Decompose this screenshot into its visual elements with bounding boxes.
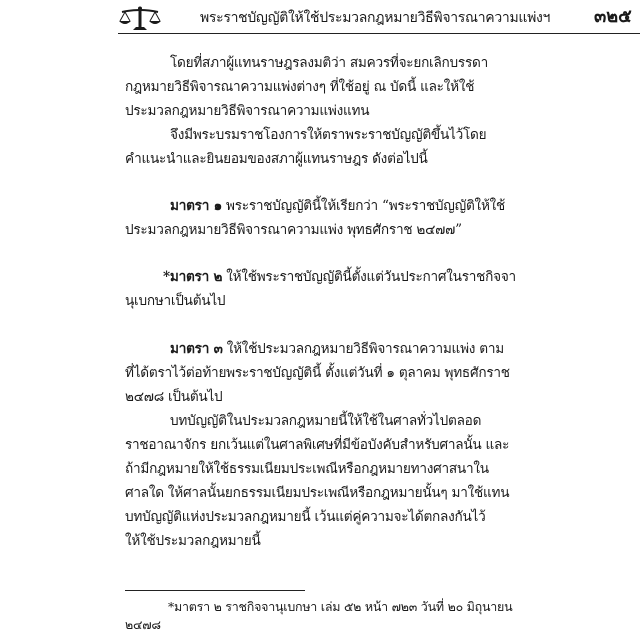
section-3-line: ๒๔๗๘ เป็นต้นไป [125,389,223,405]
header-divider [118,33,640,34]
section-1-text: พระราชบัญญัตินี้ให้เรียกว่า “พระราชบัญญัติให้ใช้ [221,198,506,214]
footnote-line: *มาตรา ๒ ราชกิจจานุเบกษา เล่ม ๕๒ หน้า ๗๒๓ วันที่ ๒๐ มิถุนายน [168,599,513,614]
page-header [118,6,640,32]
paragraph-line: ถ้ามีกฎหมายให้ใช้ธรรมเนียมประเพณีหรือกฎหมายทางศาสนาใน [125,461,489,477]
paragraph-line: ประมวลกฎหมายวิธีพิจารณาความแพ่งแทน [125,103,370,119]
section-3-label: มาตรา ๓ [170,341,223,357]
page-number: ๓๒๕ [594,6,632,27]
footnote-divider [125,590,305,591]
scales-of-justice-icon [118,6,162,32]
paragraph-line: ศาลใด ให้ศาลนั้นยกธรรมเนียมประเพณีหรือกฎหมายนั้นๆ มาใช้แทน [125,485,510,501]
running-header-title: พระราชบัญญัติให้ใช้ประมวลกฎหมายวิธีพิจารณาความแพ่งฯ [200,10,551,26]
section-2-label: *มาตรา ๒ [163,269,223,285]
paragraph-line: ราชอาณาจักร ยกเว้นแต่ในศาลพิเศษที่มีข้อบังคับสำหรับศาลนั้น และ [125,437,510,453]
section-3-line [170,338,520,360]
section-1-line [170,195,520,217]
section-3-text: ให้ใช้ประมวลกฎหมายวิธีพิจารณาความแพ่ง ตาม [222,341,504,357]
section-2-line [163,266,520,288]
paragraph-line: ให้ใช้ประมวลกฎหมายนี้ [125,533,261,549]
paragraph-line: บทบัญญัติในประมวลกฎหมายนี้ให้ใช้ในศาลทั่วไปตลอด [170,413,482,429]
section-1-label: มาตรา ๑ [170,198,222,214]
paragraph-line: บทบัญญัติแห่งประมวลกฎหมายนี้ เว้นแต่คู่ความจะได้ตกลงกันไว้ [125,509,486,525]
paragraph-line: จึงมีพระบรมราชโองการให้ตราพระราชบัญญัติขึ้นไว้โดย [170,127,487,143]
paragraph-line: โดยที่สภาผู้แทนราษฎรลงมติว่า สมควรที่จะยกเลิกบรรดา [170,55,488,71]
section-1-line: ประมวลกฎหมายวิธีพิจารณาความแพ่ง พุทธศักราช ๒๔๗๗” [125,222,462,238]
section-3-line: ที่ได้ตราไว้ต่อท้ายพระราชบัญญัตินี้ ตั้งแต่วันที่ ๑ ตุลาคม พุทธศักราช [125,365,510,381]
paragraph-line: คำแนะนำและยินยอมของสภาผู้แทนราษฎร ดังต่อไปนี้ [125,151,428,167]
footnote-line: ๒๔๗๘ [125,617,161,632]
section-2-text: ให้ใช้พระราชบัญญัตินี้ตั้งแต่วันประกาศในราชกิจจา [222,269,516,285]
section-2-line: นุเบกษาเป็นต้นไป [125,293,226,309]
paragraph-line: กฎหมายวิธีพิจารณาความแพ่งต่างๆ ที่ใช้อยู่ ณ บัดนี้ และให้ใช้ [125,79,475,95]
